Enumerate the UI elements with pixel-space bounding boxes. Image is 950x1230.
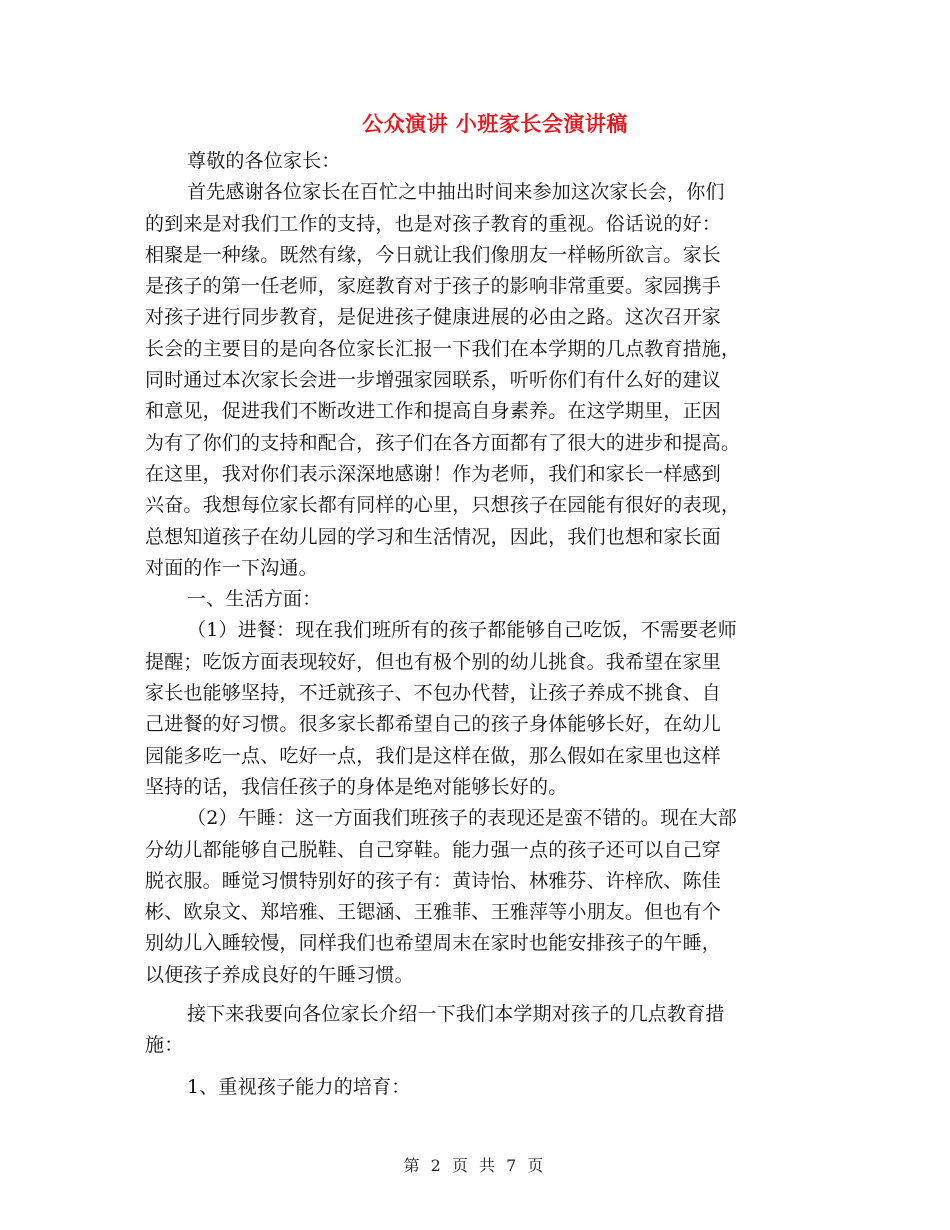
text-line: 分幼儿都能够自己脱鞋、自己穿鞋。能力强一点的孩子还可以自己穿 (145, 838, 722, 861)
text-line: 彬、欧泉文、郑培雅、王锶涵、王雅菲、王雅萍等小朋友。但也有个 (145, 901, 722, 924)
text-line: 为有了你们的支持和配合，孩子们在各方面都有了很大的进步和提高。 (145, 431, 741, 454)
text-line: （1）进餐：现在我们班所有的孩子都能够自己吃饭，不需要老师 (187, 619, 737, 642)
text-line: 以便孩子养成良好的午睡习惯。 (145, 963, 414, 986)
text-line: 是孩子的第一任老师，家庭教育对于孩子的影响非常重要。家园携手 (145, 275, 722, 298)
text-line: 相聚是一种缘。既然有缘，今日就让我们像朋友一样畅所欲言。家长 (145, 243, 722, 266)
section-heading: 一、生活方面： (187, 588, 322, 611)
page-number: 第 2 页 共 7 页 (403, 1156, 547, 1175)
text-line: 脱衣服。睡觉习惯特别好的孩子有：黄诗怡、林雅芬、许梓欣、陈佳 (145, 869, 722, 892)
text-line: 家长也能够坚持，不迁就孩子、不包办代替，让孩子养成不挑食、自 (145, 682, 722, 705)
text-line: 坚持的话，我信任孩子的身体是绝对能够长好的。 (145, 775, 568, 798)
document-title: 公众演讲 小班家长会演讲稿 (362, 112, 628, 136)
text-line: 接下来我要向各位家长介绍一下我们本学期对孩子的几点教育措 (187, 1003, 725, 1026)
text-line: 己进餐的好习惯。很多家长都希望自己的孩子身体能够长好，在幼儿 (145, 713, 722, 736)
text-line: 对孩子进行同步教育，是促进孩子健康进展的必由之路。这次召开家 (145, 306, 722, 329)
text-line: 在这里，我对你们表示深深地感谢！作为老师，我们和家长一样感到 (145, 462, 722, 485)
document-body (145, 146, 810, 1103)
text-line: 提醒；吃饭方面表现较好，但也有极个别的幼儿挑食。我希望在家里 (145, 650, 722, 673)
text-line: 尊敬的各位家长： (187, 150, 341, 172)
section-heading: 1、重视孩子能力的培育： (187, 1075, 411, 1098)
text-line: （2）午睡：这一方面我们班孩子的表现还是蛮不错的。现在大部 (187, 807, 737, 830)
text-line: 同时通过本次家长会进一步增强家园联系，听听你们有什么好的建议 (145, 369, 722, 392)
text-line: 园能多吃一点、吃好一点，我们是这样在做，那么假如在家里也这样 (145, 744, 722, 767)
text-line: 总想知道孩子在幼儿园的学习和生活情况，因此，我们也想和家长面 (145, 525, 722, 548)
text-line: 别幼儿入睡较慢，同样我们也希望周末在家时也能安排孩子的午睡， (145, 932, 722, 955)
text-line: 兴奋。我想每位家长都有同样的心里，只想孩子在园能有很好的表现， (145, 494, 741, 517)
text-line: 首先感谢各位家长在百忙之中抽出时间来参加这次家长会，你们 (187, 181, 725, 204)
text-line: 和意见，促进我们不断改进工作和提高自身素养。在这学期里，正因 (145, 400, 722, 423)
text-line: 施： (145, 1034, 184, 1057)
text-line: 长会的主要目的是向各位家长汇报一下我们在本学期的几点教育措施， (145, 337, 741, 360)
text-line: 的到来是对我们工作的支持，也是对孩子教育的重视。俗话说的好： (145, 212, 722, 235)
text-line: 对面的作一下沟通。 (145, 556, 318, 579)
